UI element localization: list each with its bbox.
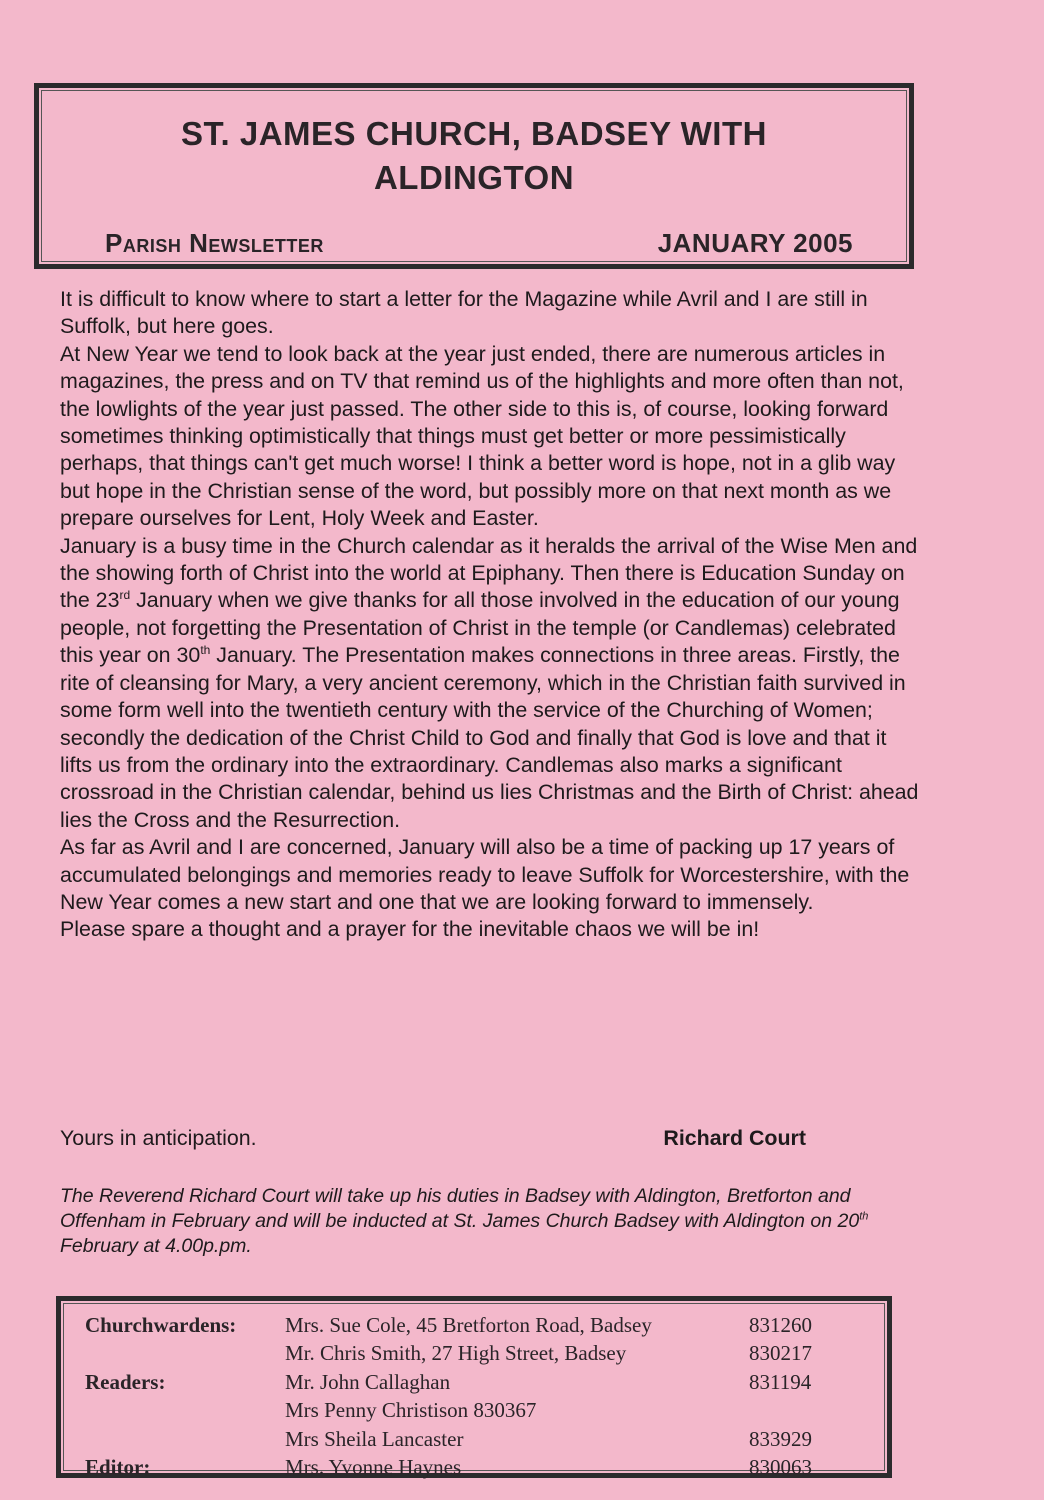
contact-name: Mr. John Callaghan [285, 1369, 451, 1394]
title-line-2: ALDINGTON [373, 159, 575, 196]
contact-phone: 830063 [749, 1455, 812, 1480]
contact-role [85, 1340, 285, 1369]
signoff [60, 1126, 820, 1151]
paragraph-3-part-a: January is a busy time in the Church calendar as it heralds the arrival of the Wise Men and the showing forth of Christ into the world at Epiphany. Then there is Education Sunday on the 23 [60, 533, 918, 613]
closing-text: Yours in anticipation. [60, 1126, 257, 1150]
note-part-2: February at 4.00p.pm. [60, 1235, 252, 1257]
contact-role: Readers: [85, 1369, 166, 1394]
paragraph-3-part-c: January. The Presentation makes connections in three areas. Firstly, the rite of cleansing for Mary, a very ancient ceremony, which in the Christian faith survived in some form well into the twentieth century with the service of the Churching of Women; secondly the dedication of the Christ Child to God and finally that God is love and that it lifts us from the ordinary into the extraordinary. Candlemas also marks a significant crossroad in the Christian calendar, behind us lies Christmas and the Birth of Christ: ahead lies the Cross and the Resurrection. [60, 643, 919, 832]
table-row [85, 1425, 839, 1454]
letter-body [60, 286, 920, 944]
table-row [85, 1397, 839, 1426]
letter-paragraph-4: As far as Avril and I are concerned, January will also be a time of packing up 17 years of accumulated belongings and memories ready to leave Suffolk for Worcestershire, with the New Year comes a new start and one that we are looking forward to immensely. [60, 835, 910, 914]
contact-role: Editor: [85, 1455, 151, 1480]
contact-phone [749, 1397, 839, 1426]
contact-role [85, 1397, 285, 1426]
note-ordinal: th [859, 1210, 869, 1223]
contact-phone: 833929 [749, 1426, 812, 1451]
table-row [85, 1311, 839, 1340]
table-row [85, 1340, 839, 1369]
newsletter-subtitle: Parish Newsletter [105, 228, 324, 258]
note-part-1: The Reverend Richard Court will take up his duties in Badsey with Aldington, Bretforton and Offenham in February and will be inducted at St. James Church Badsey with Aldington on 20 [60, 1185, 860, 1232]
signature-name: Richard Court [663, 1126, 806, 1150]
contacts-table [85, 1311, 839, 1482]
contact-phone: 830217 [749, 1341, 812, 1366]
table-row [85, 1368, 839, 1397]
newsletter-date: JANUARY 2005 [657, 228, 853, 258]
table-row [85, 1454, 839, 1483]
header-box [34, 83, 914, 269]
ordinal-th: th [200, 643, 211, 658]
letter-paragraph-3 [60, 533, 920, 834]
contact-name: Mrs. Sue Cole, 45 Bretforton Road, Badsey [285, 1312, 652, 1337]
contact-name: Mr. Chris Smith, 27 High Street, Badsey [285, 1341, 627, 1366]
contact-name: Mrs. Yvonne Haynes [285, 1455, 462, 1480]
letter-paragraph-1: It is difficult to know where to start a letter for the Magazine while Avril and I are still in Suffolk, but here goes. [60, 287, 868, 339]
contact-role: Churchwardens: [85, 1312, 237, 1337]
ordinal-rd: rd [119, 588, 131, 603]
paragraph-3-part-b: January when we give thanks for all those involved in the education of our young people, not forgetting the Presentation of Christ in the temple (or Candlemas) celebrated this year on 30 [60, 588, 900, 668]
contact-phone: 831260 [749, 1312, 812, 1337]
induction-note [60, 1184, 880, 1259]
newsletter-title [39, 112, 909, 200]
contact-role [85, 1425, 285, 1454]
letter-paragraph-2: At New Year we tend to look back at the year just ended, there are numerous articles in magazines, the press and on TV that remind us of the highlights and more often than not, the lowlights of the year just passed. The other side to this is, of course, looking forward sometimes thinking optimistically that things must get better or more pessimistically perhaps, that things can't get much worse! I think a better word is hope, not in a glib way but hope in the Christian sense of the word, but possibly more on that next month as we prepare ourselves for Lent, Holy Week and Easter. [60, 341, 904, 531]
contact-name: Mrs Penny Christison 830367 [285, 1398, 537, 1423]
contact-name: Mrs Sheila Lancaster [285, 1426, 464, 1451]
title-line-1: ST. JAMES CHURCH, BADSEY WITH [181, 115, 767, 152]
letter-paragraph-5: Please spare a thought and a prayer for the inevitable chaos we will be in! [60, 917, 760, 942]
contact-phone: 831194 [749, 1369, 812, 1394]
contacts-box [56, 1296, 892, 1478]
